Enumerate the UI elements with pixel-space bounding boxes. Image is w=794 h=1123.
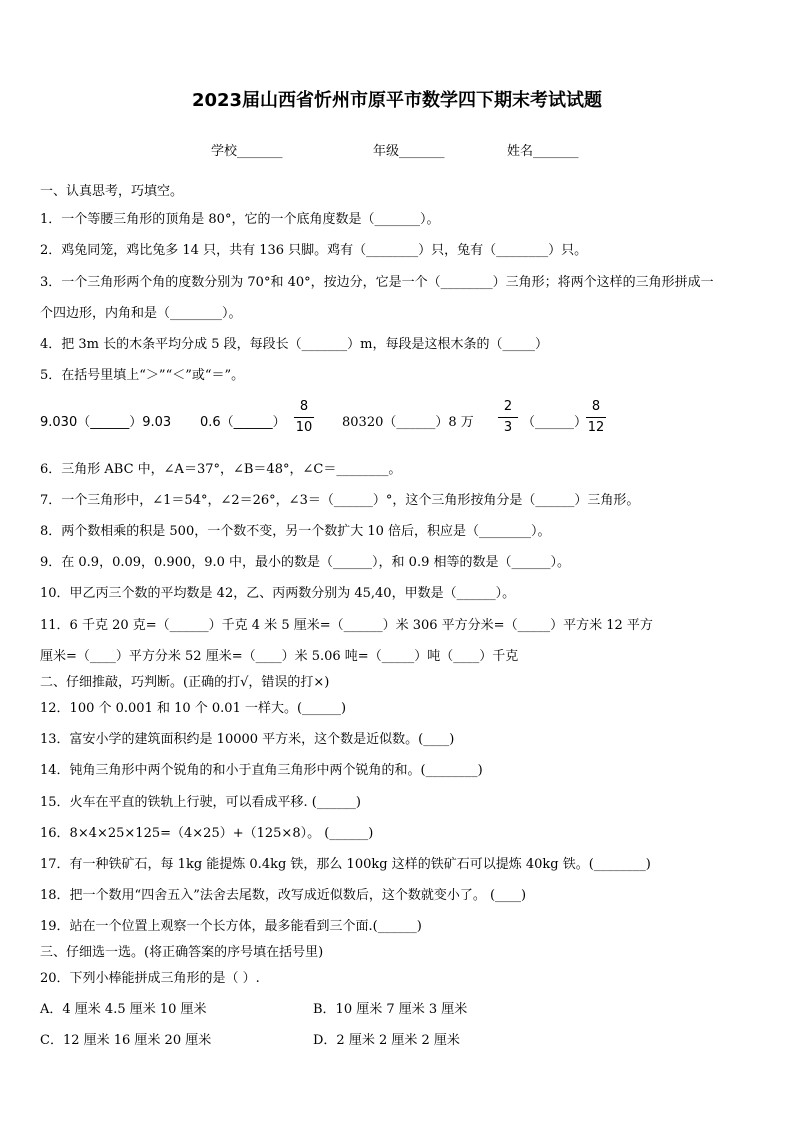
fraction-numerator: 2	[503, 399, 513, 414]
q5-compare-b: 0.6（______）	[200, 415, 286, 430]
fraction-denominator: 10	[295, 420, 313, 435]
q5-compare-c: 80320（______）8 万	[342, 415, 474, 430]
question-5: 5．在括号里填上“＞”“＜”或“＝”。	[40, 368, 245, 383]
question-10: 10．甲乙丙三个数的平均数是 42，乙、丙两数分别为 45,40，甲数是（______）。	[40, 586, 516, 601]
fraction-denominator: 12	[587, 420, 605, 435]
q5-fraction-8-12	[586, 399, 606, 436]
q20-option-a: A．4 厘米 4.5 厘米 10 厘米	[40, 1002, 207, 1017]
school-field: 学校_______	[211, 144, 283, 159]
question-11-line-2: 厘米=（____）平方分米 52 厘米=（____）米 5.06 吨=（_____）吨（____）千克	[40, 649, 519, 664]
question-3-line-1: 3．一个三角形两个角的度数分别为 70°和 40°，按边分，它是一个（________）三角形；将两个这样的三角形拼成一	[40, 275, 714, 290]
fraction-numerator: 8	[299, 399, 309, 414]
q5-fraction-2-3	[498, 399, 518, 436]
question-1: 1．一个等腰三角形的顶角是 80°，它的一个底角度数是（_______）。	[40, 212, 440, 227]
question-19: 19．站在一个位置上观察一个长方体，最多能看到三个面.(______)	[40, 919, 422, 934]
question-17: 17．有一种铁矿石，每 1kg 能提炼 0.4kg 铁，那么 100kg 这样的铁矿石可以提炼 40kg 铁。(________)	[40, 857, 651, 872]
section-2-heading: 二、仔细推敲，巧判断。(正确的打√，错误的打×)	[40, 675, 330, 690]
section-1-heading: 一、认真思考，巧填空。	[40, 184, 184, 199]
fraction-bar	[498, 417, 518, 418]
question-13: 13．富安小学的建筑面积约是 10000 平方米，这个数是近似数。(____)	[40, 732, 455, 747]
question-14: 14．钝角三角形中两个锐角的和小于直角三角形中两个锐角的和。(________)	[40, 763, 483, 778]
question-11-line-1: 11．6 千克 20 克=（______）千克 4 米 5 厘米=（______）米 306 平方分米=（_____）平方米 12 平方	[40, 618, 653, 633]
q5-fraction-8-10	[294, 399, 314, 436]
page-title: 2023届山西省忻州市原平市数学四下期末考试试题	[191, 90, 603, 111]
question-6: 6．三角形 ABC 中，∠A＝37°，∠B＝48°，∠C＝________。	[40, 462, 402, 477]
q20-option-b: B．10 厘米 7 厘米 3 厘米	[313, 1002, 468, 1017]
question-9: 9．在 0.9，0.09，0.900，9.0 中，最小的数是（______），和 0.9 相等的数是（______）。	[40, 555, 570, 570]
q20-option-c: C．12 厘米 16 厘米 20 厘米	[40, 1033, 212, 1048]
question-2: 2．鸡兔同笼，鸡比兔多 14 只，共有 136 只脚。鸡有（________）只，兔有（________）只。	[40, 243, 588, 258]
question-3-line-2: 个四边形，内角和是（________）。	[40, 306, 242, 321]
q20-option-d: D．2 厘米 2 厘米 2 厘米	[313, 1033, 460, 1048]
question-20: 20．下列小棒能拼成三角形的是（ ）.	[40, 971, 260, 986]
q5-compare-d: （______）	[522, 415, 588, 430]
q5-compare-a: 9.030（______）9.03	[40, 415, 172, 430]
section-3-heading: 三、仔细选一选。(将正确答案的序号填在括号里)	[40, 945, 324, 960]
question-16: 16．8×4×25×125=（4×25）+（125×8）。 (______)	[40, 826, 374, 841]
question-4: 4．把 3m 长的木条平均分成 5 段，每段长（_______）m，每段是这根木条的（_____）	[40, 337, 548, 352]
fraction-numerator: 8	[591, 399, 601, 414]
question-18: 18．把一个数用“四舍五入”法舍去尾数，改写成近似数后，这个数就变小了。 (____)	[40, 888, 527, 903]
fraction-bar	[294, 417, 314, 418]
question-8: 8．两个数相乘的积是 500，一个数不变，另一个数扩大 10 倍后，积应是（________）。	[40, 524, 551, 539]
name-field: 姓名_______	[507, 144, 579, 159]
grade-field: 年级_______	[373, 144, 445, 159]
fraction-bar	[586, 417, 606, 418]
question-15: 15．火车在平直的铁轨上行驶，可以看成平移. (______)	[40, 795, 361, 810]
fraction-denominator: 3	[503, 420, 513, 435]
question-7: 7．一个三角形中，∠1＝54°，∠2＝26°，∠3＝（______）°，这个三角形按角分是（______）三角形。	[40, 493, 640, 508]
question-12: 12．100 个 0.001 和 10 个 0.01 一样大。(______)	[40, 701, 347, 716]
